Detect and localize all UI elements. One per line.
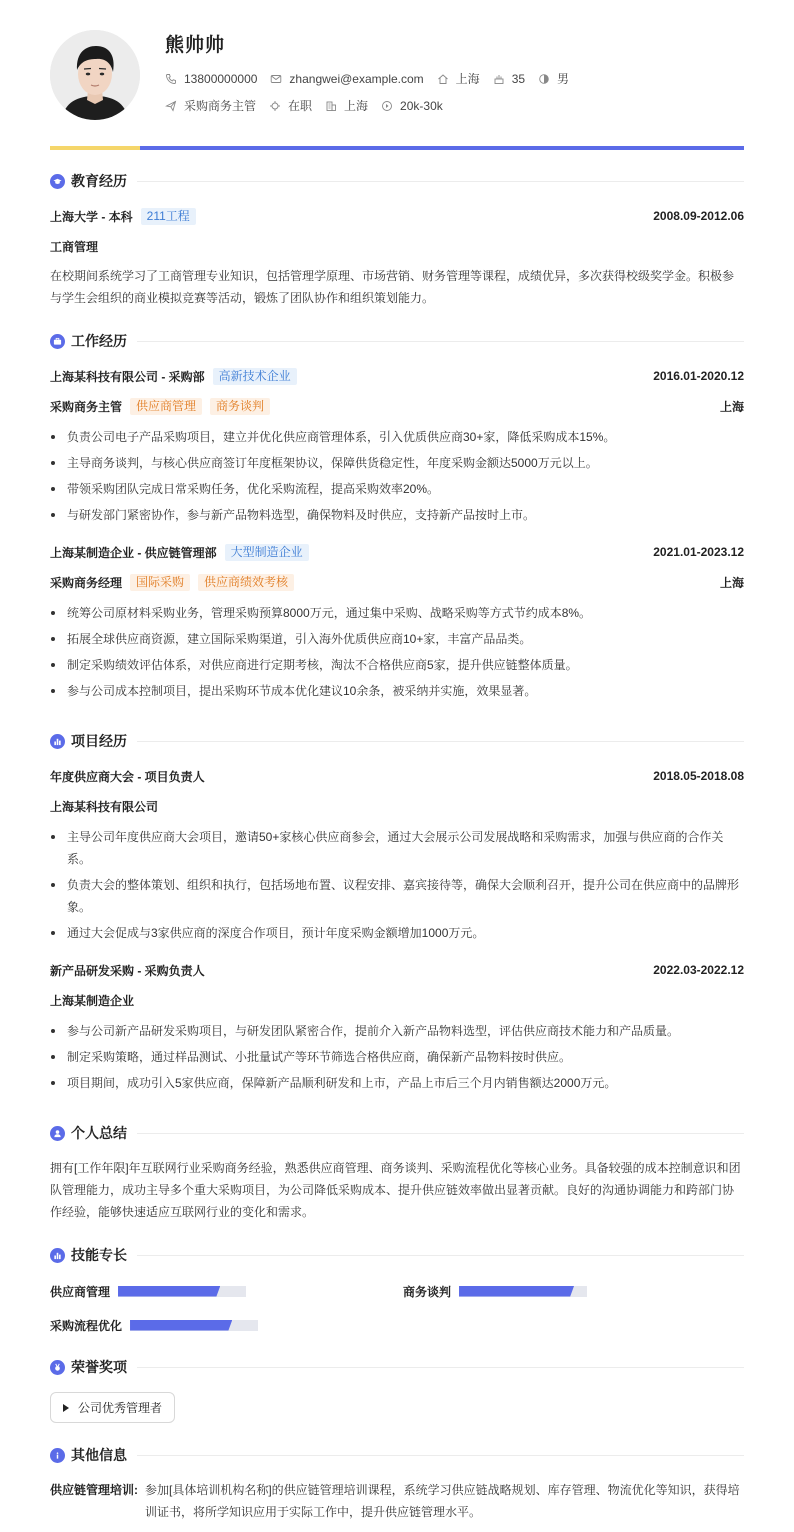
project-1-org-row	[50, 797, 744, 815]
building-icon	[325, 100, 337, 112]
work-1-skill-tag-1: 供应商管理	[130, 398, 202, 415]
project-2-org-row	[50, 991, 744, 1009]
phone-text: 13800000000	[184, 71, 258, 86]
section-work	[50, 331, 744, 351]
work-2-period: 2021.01-2023.12	[653, 545, 744, 559]
skill-bar	[130, 1320, 258, 1331]
list-item: 负责大会的整体策划、组织和执行，包括场地布置、议程安排、嘉宾接待等，确保大会顺利召开，提升公司在供应商中的品牌形象。	[50, 874, 744, 918]
section-education	[50, 171, 744, 191]
email-text: zhangwei@example.com	[289, 71, 424, 86]
skill-name: 采购流程优化	[50, 1318, 123, 1333]
list-item: 主导商务谈判，与核心供应商签订年度框架协议，保障供货稳定性，年度采购金额达5000万元以上。	[50, 452, 744, 474]
section-other	[50, 1445, 744, 1465]
list-item: 制定采购策略，通过样品测试、小批量试产等环节筛选合格供应商，确保新产品物料按时供应。	[50, 1046, 744, 1068]
salary-text: 20k-30k	[400, 98, 443, 113]
project-1-header	[50, 767, 744, 785]
medal-icon	[50, 1360, 65, 1375]
summary-text: 拥有[工作年限]年互联网行业采购商务经验，熟悉供应商管理、商务谈判、采购流程优化等核心业务。具备较强的成本控制意识和团队管理能力，成功主导多个重大采购项目，为公司降低采购成本、提升供应链效率做出显著贡献。良好的沟通协调能力和跨部门协作经验，能够快速适应互联网行业的变化和需求。	[50, 1161, 741, 1219]
section-awards	[50, 1357, 744, 1377]
education-tag: 211工程	[141, 208, 196, 225]
resume-header	[50, 30, 744, 126]
target-city-text: 上海	[344, 99, 369, 113]
salary-item	[381, 99, 443, 113]
education-description: 在校期间系统学习了工商管理专业知识，包括管理学原理、市场营销、财务管理等课程，成绩优异，多次获得校级奖学金。积极参与学生会组织的商业模拟竞赛等活动，锻炼了团队协作和组织策划能力。	[50, 269, 735, 305]
gender-icon	[538, 73, 550, 85]
project-2-period: 2022.03-2022.12	[653, 963, 744, 977]
status-icon	[269, 100, 281, 112]
section-title-summary: 个人总结	[71, 1125, 127, 1141]
section-title-skills: 技能专长	[71, 1247, 127, 1263]
city-item	[437, 70, 480, 87]
gender-item	[538, 70, 569, 87]
work-2-company-tag: 大型制造企业	[225, 544, 309, 561]
mail-icon	[270, 73, 282, 85]
skill-item	[403, 1284, 587, 1298]
work-2-skill-tag-2: 供应商绩效考核	[198, 574, 294, 591]
other-info-row	[50, 1479, 744, 1523]
cake-icon	[493, 73, 505, 85]
avatar	[50, 30, 140, 120]
city-text: 上海	[455, 72, 480, 86]
job-intent-row	[165, 97, 456, 114]
section-title-education: 教育经历	[71, 173, 127, 189]
header-divider-accent	[50, 146, 140, 150]
work-1-company-tag: 高新技术企业	[213, 368, 297, 385]
list-item: 项目期间，成功引入5家供应商，保障新产品顺利研发和上市，产品上市后三个月内销售额达2000万元。	[50, 1072, 744, 1094]
list-item: 拓展全球供应商资源，建立国际采购渠道，引入海外优质供应商10+家，丰富产品品类。	[50, 628, 744, 650]
age-text: 35	[511, 71, 526, 86]
project-2-org: 上海某制造企业	[50, 993, 135, 1008]
bar-chart-icon	[50, 1248, 65, 1263]
graduation-cap-icon	[50, 174, 65, 189]
work-1-skill-tag-2: 商务谈判	[210, 398, 270, 415]
work-1-title: 采购商务主管	[50, 399, 123, 414]
project-2-name: 新产品研发采购 - 采购负责人	[50, 963, 205, 978]
project-2-bullets	[50, 1020, 744, 1098]
skill-bar	[459, 1286, 587, 1297]
project-2-header	[50, 961, 744, 979]
work-1-bullets	[50, 426, 744, 530]
award-name: 公司优秀管理者	[78, 1401, 163, 1415]
project-1-org: 上海某科技有限公司	[50, 799, 159, 814]
user-icon	[50, 1126, 65, 1141]
coin-icon	[381, 100, 393, 112]
work-1-period: 2016.01-2020.12	[653, 369, 744, 383]
education-major-row	[50, 237, 744, 255]
candidate-name: 熊帅帅	[165, 35, 226, 56]
list-item: 通过大会促成与3家供应商的深度合作项目，预计年度采购金额增加1000万元。	[50, 922, 744, 944]
phone-icon	[165, 73, 177, 85]
list-item: 负责公司电子产品采购项目，建立并优化供应商管理体系，引入优质供应商30+家，降低采购成本15%。	[50, 426, 744, 448]
list-item: 主导公司年度供应商大会项目，邀请50+家核心供应商参会，通过大会展示公司发展战略和采购需求，加强与供应商的合作关系。	[50, 826, 744, 870]
avatar-portrait	[50, 30, 140, 120]
list-item: 参与公司新产品研发采购项目，与研发团队紧密合作，提前介入新产品物料选型，评估供应商技术能力和产品质量。	[50, 1020, 744, 1042]
age-item	[493, 72, 525, 86]
list-item: 与研发部门紧密协作，参与新产品物料选型，确保物料及时供应，支持新产品按时上市。	[50, 504, 744, 526]
education-school: 上海大学 - 本科	[50, 209, 133, 224]
play-icon	[63, 1404, 69, 1412]
briefcase-icon	[50, 334, 65, 349]
skill-bar-fill	[118, 1286, 220, 1297]
status-text: 在职	[288, 99, 313, 113]
work-1-company: 上海某科技有限公司 - 采购部	[50, 369, 205, 384]
skill-item	[50, 1318, 258, 1332]
skill-item	[50, 1284, 246, 1298]
education-major: 工商管理	[50, 239, 99, 254]
gender-text: 男	[557, 72, 570, 86]
project-1-name: 年度供应商大会 - 项目负责人	[50, 769, 205, 784]
email-item	[270, 72, 423, 86]
work-1-title-row	[50, 397, 744, 415]
work-2-title-row	[50, 573, 744, 591]
send-icon	[165, 100, 177, 112]
section-summary	[50, 1123, 744, 1143]
skill-name: 供应商管理	[50, 1284, 111, 1299]
work-1-location: 上海	[719, 399, 744, 414]
project-1-bullets	[50, 826, 744, 948]
info-icon	[50, 1448, 65, 1463]
home-icon	[437, 73, 449, 85]
education-period: 2008.09-2012.06	[653, 209, 744, 223]
award-item	[50, 1392, 175, 1423]
bar-chart-icon	[50, 734, 65, 749]
work-2-company: 上海某制造企业 - 供应链管理部	[50, 545, 217, 560]
education-header	[50, 207, 744, 225]
position-item	[165, 97, 256, 114]
phone-item	[165, 72, 257, 86]
section-projects	[50, 731, 744, 751]
work-2-title: 采购商务经理	[50, 575, 123, 590]
project-1-period: 2018.05-2018.08	[653, 769, 744, 783]
position-text: 采购商务主管	[184, 99, 257, 113]
other-info-key: 供应链管理培训:	[50, 1483, 138, 1497]
skill-bar-fill	[459, 1286, 574, 1297]
other-info-value: 参加[具体培训机构名称]的供应链管理培训课程，系统学习供应链战略规划、库存管理、物流优化等知识，获得培训证书，将所学知识应用于实际工作中，提升供应链管理水平。	[145, 1483, 740, 1519]
work-2-header	[50, 543, 744, 561]
work-2-location: 上海	[719, 575, 744, 590]
work-2-bullets	[50, 602, 744, 706]
section-title-other: 其他信息	[71, 1447, 127, 1463]
work-1-header	[50, 367, 744, 385]
section-skills	[50, 1245, 744, 1265]
skill-bar-fill	[130, 1320, 232, 1331]
skill-bar	[118, 1286, 246, 1297]
skill-name: 商务谈判	[403, 1284, 452, 1299]
header-divider	[50, 146, 744, 150]
section-title-projects: 项目经历	[71, 733, 127, 749]
list-item: 参与公司成本控制项目，提出采购环节成本优化建议10余条，被采纳并实施，效果显著。	[50, 680, 744, 702]
status-item	[269, 97, 312, 114]
list-item: 统筹公司原材料采购业务，管理采购预算8000万元，通过集中采购、战略采购等方式节约成本8%。	[50, 602, 744, 624]
list-item: 制定采购绩效评估体系，对供应商进行定期考核，淘汰不合格供应商5家，提升供应链整体质量。	[50, 654, 744, 676]
section-title-awards: 荣誉奖项	[71, 1359, 127, 1375]
target-city-item	[325, 97, 368, 114]
list-item: 带领采购团队完成日常采购任务，优化采购流程，提高采购效率20%。	[50, 478, 744, 500]
work-2-skill-tag-1: 国际采购	[130, 574, 190, 591]
contact-row	[165, 70, 582, 87]
section-title-work: 工作经历	[71, 333, 127, 349]
